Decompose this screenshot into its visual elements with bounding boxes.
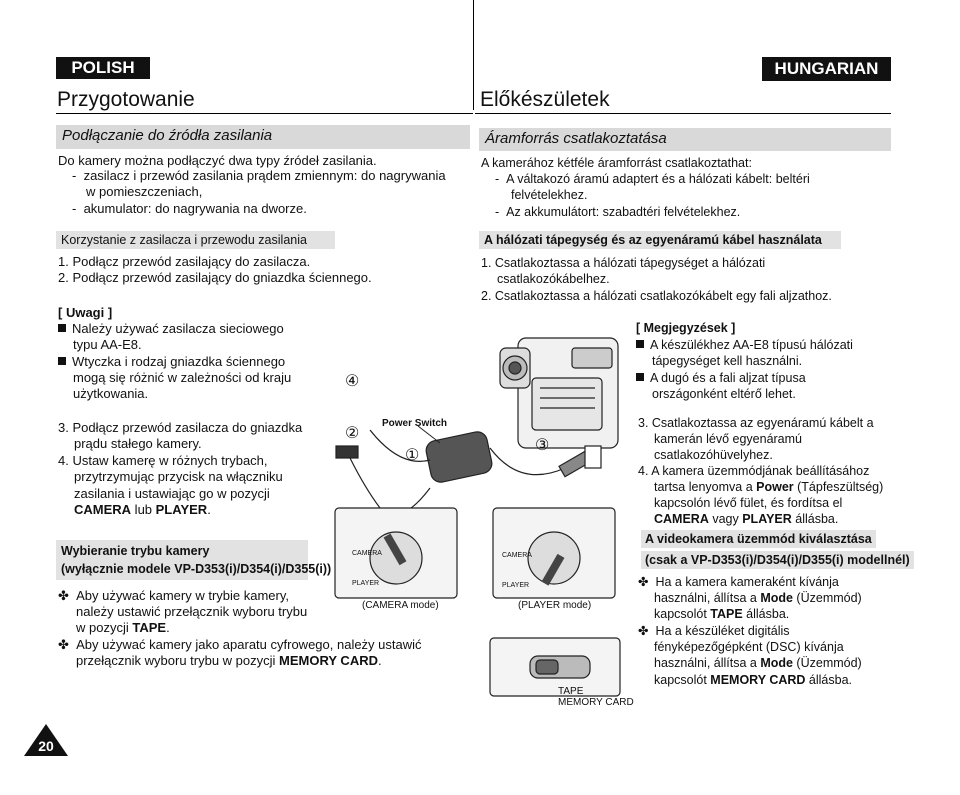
title-rule-left (56, 113, 473, 114)
center-divider (473, 0, 474, 110)
mode-item: ✤ Ha a kamera kameraként kívánja (638, 575, 839, 589)
step-item: csatlakozókábelhez. (497, 272, 610, 286)
note-item: A dugó és a fali aljzat típusa (636, 370, 806, 386)
subsection-heading-left: Korzystanie z zasilacza i przewodu zasilania (56, 231, 335, 249)
mode-title-line: A videokamera üzemmód kiválasztása (641, 530, 876, 548)
page-title-left: Przygotowanie (57, 88, 195, 111)
mode-title-line: (wyłącznie modele VP-D353(i)/D354(i)/D355(i)) (61, 562, 332, 576)
step-item: 4. Ustaw kamerę w różnych trybach, (58, 453, 268, 468)
dial-player-label: PLAYER (352, 580, 380, 587)
cross-bullet-icon: ✤ (58, 588, 69, 603)
note-item: Należy używać zasilacza sieciowego (58, 321, 284, 337)
dial-camera-label: CAMERA (502, 552, 532, 559)
notes-title-right: [ Megjegyzések ] (636, 321, 736, 335)
note-item: tápegységet kell használni. (652, 354, 803, 368)
step-item: 2. Podłącz przewód zasilający do gniazdka ściennego. (58, 270, 372, 285)
mode-item: kapcsolót MEMORY CARD állásba. (654, 673, 852, 687)
bullet-icon (58, 357, 66, 365)
mode-heading-left (56, 540, 332, 580)
step-item: 3. Podłącz przewód zasilacza do gniazdka (58, 420, 303, 435)
step-item: 3. Csatlakoztassa az egyenáramú kábelt a (638, 416, 874, 430)
step-item: kamerán lévő egyenáramú (654, 432, 802, 446)
intro-item: felvételekhez. (511, 188, 588, 202)
note-item: typu AA-E8. (73, 337, 142, 352)
step-item: prądu stałego kamery. (74, 436, 202, 451)
callout-3: ③ (535, 437, 550, 454)
page-number-marker (24, 724, 68, 756)
cross-bullet-icon: ✤ (58, 637, 69, 652)
mode-title-line: (csak a VP-D353(i)/D354(i)/D355(i) modellnél) (641, 551, 914, 569)
intro-item: - zasilacz i przewód zasilania prądem zmiennym: do nagrywania (72, 168, 446, 183)
step-item: 1. Podłącz przewód zasilający do zasilacza. (58, 254, 311, 269)
dial-player-label: PLAYER (502, 582, 530, 589)
intro-item: - Az akkumulátort: szabadtéri felvételekhez. (495, 205, 741, 219)
note-item: Wtyczka i rodzaj gniazdka ściennego (58, 354, 285, 370)
cross-bullet-icon: ✤ (638, 624, 649, 638)
mode-item: kapcsolót TAPE állásba. (654, 607, 790, 621)
note-item: użytkowania. (73, 386, 149, 401)
mode-item: használni, állítsa a Mode (Üzemmód) (654, 656, 862, 670)
power-switch-label: Power Switch (382, 418, 448, 429)
caption-player-mode: (PLAYER mode) (518, 600, 592, 611)
switch-tape-label: TAPE (558, 686, 584, 697)
callout-4: ④ (345, 373, 360, 390)
title-rule-right (475, 113, 891, 114)
intro-item: - A váltakozó áramú adaptert és a hálózati kábelt: beltéri (495, 172, 810, 186)
intro-text-left: Do kamery można podłączyć dwa typy źródeł zasilania. (58, 153, 377, 168)
mode-item: należy ustawić przełącznik wyboru trybu (76, 604, 308, 619)
step-item: 1. Csatlakoztassa a hálózati tápegységet a hálózati (481, 256, 766, 270)
section-heading-left: Podłączanie do źródła zasilania (56, 125, 470, 149)
bullet-icon (58, 324, 66, 332)
note-item: mogą się różnić w zależności od kraju (73, 370, 292, 385)
step-item: tartsa lenyomva a Power (Tápfeszültség) (654, 480, 884, 494)
cross-bullet-icon: ✤ (638, 575, 649, 589)
mode-item: ✤ Aby używać kamery jako aparatu cyfrowego, należy ustawić (58, 637, 422, 652)
language-badge-hungarian: HUNGARIAN (762, 57, 891, 81)
mode-item: przełącznik wyboru trybu w pozycji MEMORY CARD. (76, 653, 382, 668)
dial-camera-label: CAMERA (352, 550, 382, 557)
mode-item: ✤ Aby używać kamery w trybie kamery, (58, 588, 290, 603)
mode-item: használni, állítsa a Mode (Üzemmód) (654, 591, 862, 605)
intro-item: w pomieszczeniach, (86, 184, 203, 199)
step-item: 2. Csatlakoztassa a hálózati csatlakozókábelt egy fali aljzathoz. (481, 289, 832, 303)
note-item: országonként eltérő lehet. (652, 387, 796, 401)
callout-1: ① (405, 447, 420, 464)
subsection-heading-right: A hálózati tápegység és az egyenáramú kábel használata (479, 231, 841, 249)
page-title-right: Előkészületek (480, 88, 610, 111)
step-item: CAMERA lub PLAYER. (74, 502, 211, 517)
mode-title-line: Wybieranie trybu kamery (61, 544, 210, 558)
step-item: CAMERA vagy PLAYER állásba. (654, 512, 839, 526)
step-item: kapcsolón lévő fület, és fordítsa el (654, 496, 843, 510)
step-item: csatlakozóhüvelyhez. (654, 448, 773, 462)
switch-memory-label: MEMORY CARD (558, 697, 634, 708)
callout-2: ② (345, 425, 360, 442)
page-number: 20 (38, 738, 54, 754)
mode-heading-right (641, 530, 910, 569)
mode-item: ✤ Ha a készüléket digitális (638, 624, 790, 638)
step-item: zasilania i ustawiając go w pozycji (74, 486, 270, 501)
section-heading-right: Áramforrás csatlakoztatása (479, 128, 891, 151)
mode-item: fényképezőgépként (DSC) kívánja (654, 640, 844, 654)
connection-illustration (310, 318, 640, 710)
notes-title-left: [ Uwagi ] (58, 305, 113, 320)
step-item: 4. A kamera üzemmódjának beállításához (638, 464, 870, 478)
intro-item: - akumulator: do nagrywania na dworze. (72, 201, 307, 216)
intro-text-right: A kamerához kétféle áramforrást csatlakoztathat: (481, 156, 752, 170)
language-badge-polish: POLISH (56, 57, 150, 79)
mode-item: w pozycji TAPE. (76, 620, 170, 635)
caption-camera-mode: (CAMERA mode) (362, 600, 439, 611)
camcorder-diagram (310, 318, 640, 710)
step-item: przytrzymując przycisk na włączniku (74, 469, 283, 484)
note-item: A készülékhez AA-E8 típusú hálózati (636, 337, 853, 353)
